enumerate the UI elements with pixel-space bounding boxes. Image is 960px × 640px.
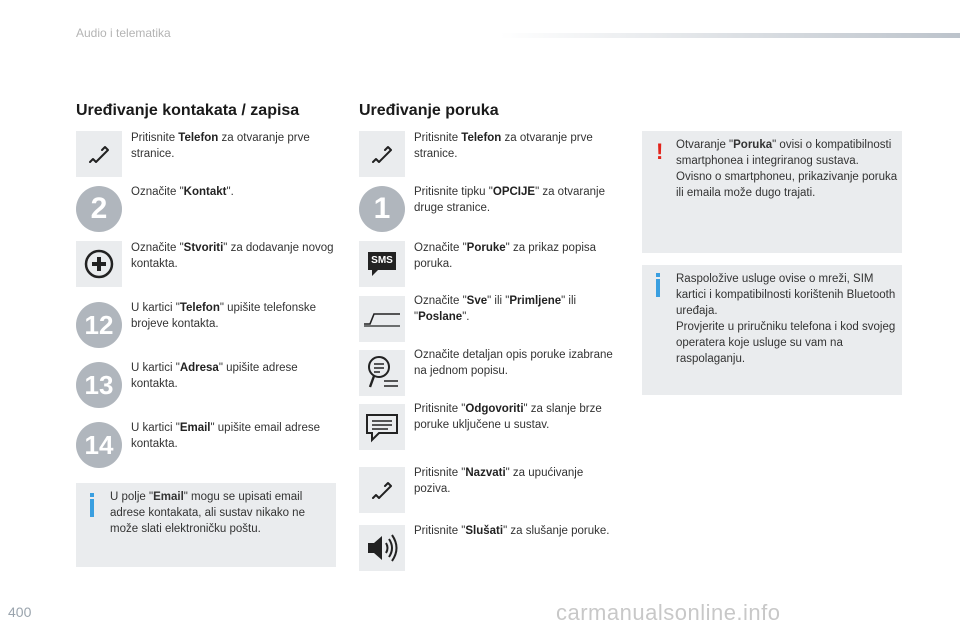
plus-circle-icon xyxy=(76,241,122,287)
reply-bubble-icon xyxy=(359,404,405,450)
info-icon xyxy=(656,279,660,297)
phone-handset-icon xyxy=(359,467,405,513)
left-row-4-text: U kartici "Telefon" upišite telefonske brojeve kontakta. xyxy=(131,302,316,330)
info-note-email xyxy=(76,483,336,567)
warning-note xyxy=(642,131,902,253)
section-title-messages: Uređivanje poruka xyxy=(359,102,499,119)
info-icon xyxy=(90,499,94,517)
mid-row-1-text: Pritisnite Telefon za otvaranje prve stranice. xyxy=(414,132,593,160)
left-row-5-text: U kartici "Adresa" upišite adrese kontakta. xyxy=(131,362,298,390)
message-detail-icon xyxy=(359,350,405,396)
phone-handset-icon xyxy=(76,131,122,177)
header-bar xyxy=(500,33,960,38)
phone-handset-icon xyxy=(359,131,405,177)
step-2-circle: 2 xyxy=(76,186,122,232)
page-number: 400 xyxy=(8,604,32,620)
mid-row-8-text: Pritisnite "Slušati" za slušanje poruke. xyxy=(414,525,610,537)
section-title-contacts: Uređivanje kontakata / zapisa xyxy=(76,102,300,119)
filter-tab-icon xyxy=(359,296,405,342)
mid-row-7-text: Pritisnite "Nazvati" za upućivanje poziva. xyxy=(414,467,584,495)
left-row-2-text: Označite "Kontakt". xyxy=(131,186,234,198)
mid-row-5-text: Označite detaljan opis poruke izabrane na jednom popisu. xyxy=(414,349,613,377)
mid-row-6-text: Pritisnite "Odgovoriti" za slanje brze poruke uključene u sustav. xyxy=(414,403,602,431)
warning-icon: ! xyxy=(656,139,664,164)
sms-icon xyxy=(359,241,405,287)
step-13-circle: 13 xyxy=(76,362,122,408)
sms-label: SMS xyxy=(371,255,393,266)
mid-row-4-text: Označite "Sve" ili "Primljene" ili "Poslane". xyxy=(414,295,577,323)
left-row-6-text: U kartici "Email" upišite email adrese kontakta. xyxy=(131,422,321,450)
speaker-icon xyxy=(359,525,405,571)
info-note-email-text: U polje "Email" mogu se upisati email adrese kontakata, ali sustav nikako ne može slati elektroničku poštu. xyxy=(110,491,305,535)
left-row-1-text: Pritisnite Telefon za otvaranje prve stranice. xyxy=(131,132,310,160)
step-1-circle: 1 xyxy=(359,186,405,232)
left-row-3-text: Označite "Stvoriti" za dodavanje novog kontakta. xyxy=(131,242,334,270)
mid-row-3-text: Označite "Poruke" za prikaz popisa poruka. xyxy=(414,242,597,270)
watermark: carmanualsonline.info xyxy=(556,600,781,625)
info-note-services xyxy=(642,265,902,395)
mid-row-2-text: Pritisnite tipku "OPCIJE" za otvaranje druge stranice. xyxy=(414,186,605,214)
warning-note-text: Otvaranje "Poruka" ovisi o kompatibilnosti smartphonea i integriranog sustava. Ovisno o smartphoneu, prikazivanje poruka ili emaila može dugo trajati. xyxy=(676,139,898,199)
step-14-circle: 14 xyxy=(76,422,122,468)
step-12-circle: 12 xyxy=(76,302,122,348)
running-header: Audio i telematika xyxy=(76,26,171,40)
info-note-services-text: Raspoložive usluge ovise o mreži, SIM kartici i kompatibilnosti korištenih Bluetooth uređaja. Provjerite u priručniku telefona i kod svojeg operatera koje usluge su vam na raspolaganju. xyxy=(676,273,896,365)
